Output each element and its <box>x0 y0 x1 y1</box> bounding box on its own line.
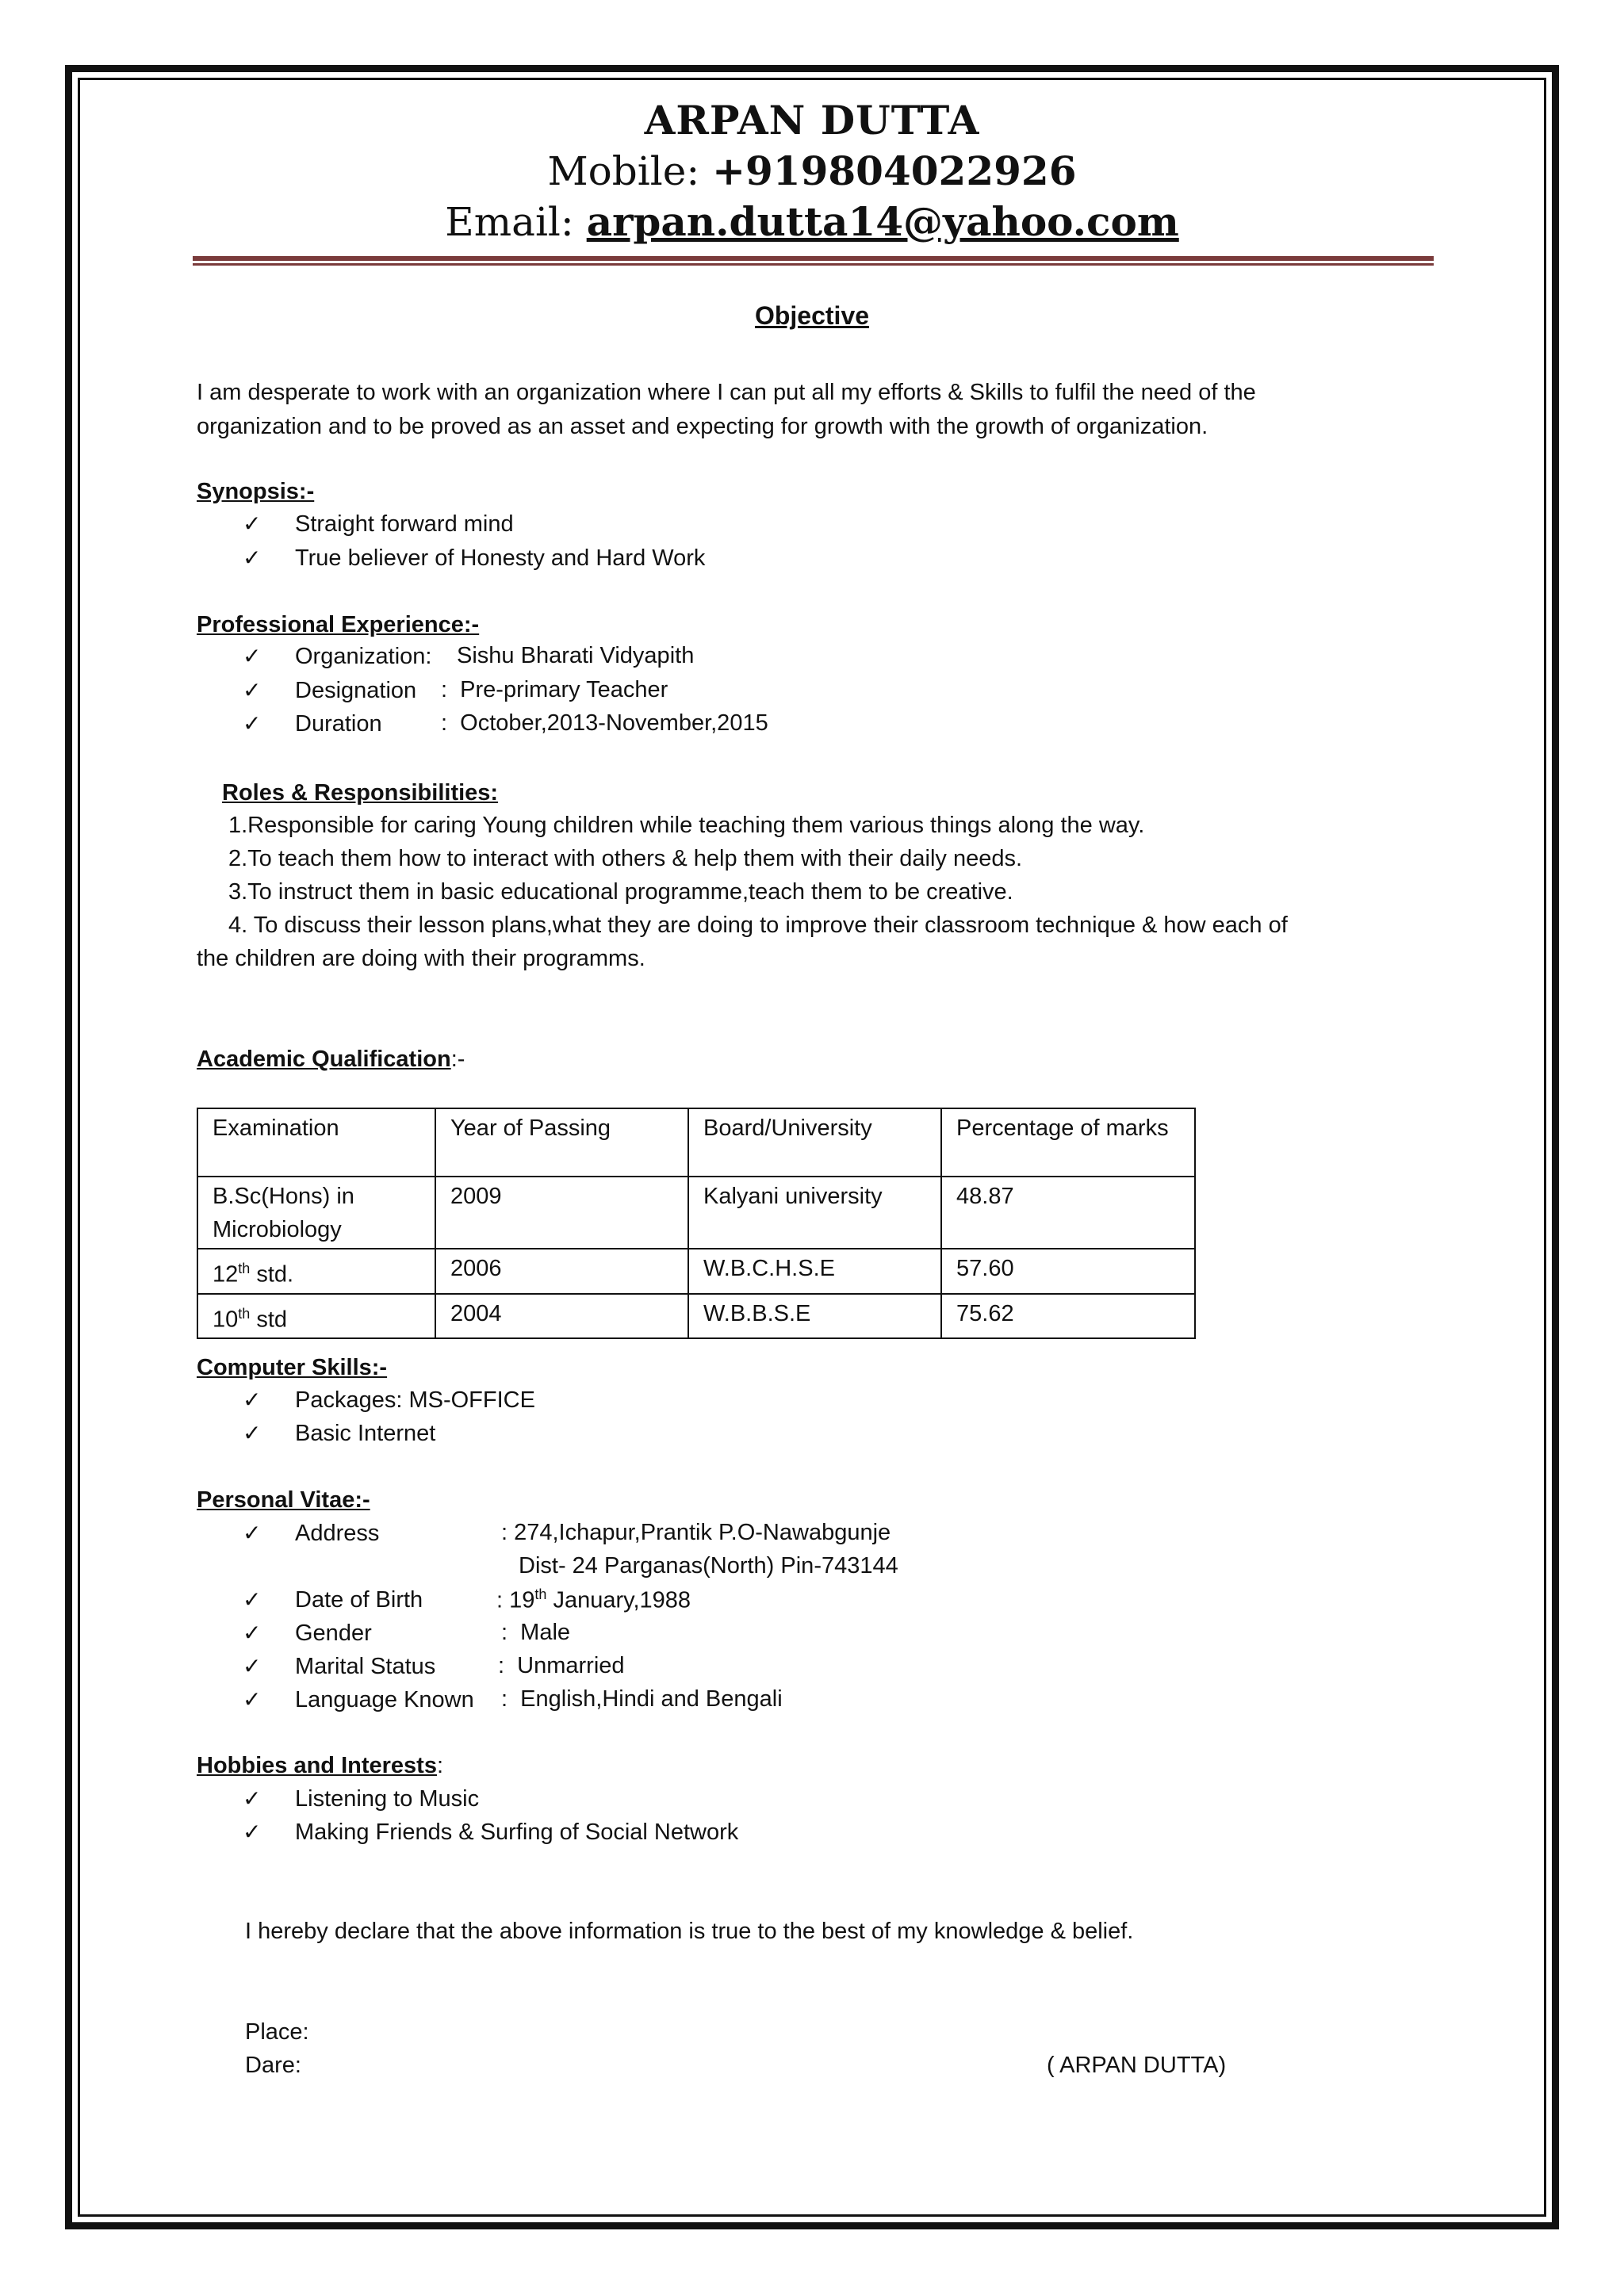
column-header: Board/University <box>688 1108 941 1177</box>
roles-heading <box>222 780 498 806</box>
synopsis-item: ✓ True believer of Honesty and Hard Work <box>243 545 706 571</box>
table-cell-exam: 12th std. <box>197 1249 435 1294</box>
role-item-2: 2.To teach them how to interact with others & help them with their daily needs. <box>228 846 1023 871</box>
personal-vitae-heading-text: Personal Vitae:- <box>197 1487 370 1513</box>
check-icon: ✓ <box>243 643 262 669</box>
table-cell-year: 2006 <box>435 1249 688 1294</box>
experience-heading <box>197 612 479 638</box>
computer-skills-heading-text: Computer Skills:- <box>197 1355 388 1380</box>
objective-text <box>197 376 1418 444</box>
check-icon: ✓ <box>243 710 262 737</box>
table-cell-board: W.B.C.H.S.E <box>688 1249 941 1294</box>
date-label: Dare: <box>245 2053 301 2078</box>
personal-address: ✓ Address : 274,Ichapur,Prantik P.O-Nawabgunje <box>243 1520 891 1546</box>
experience-item-organization: ✓ Organization: Sishu Bharati Vidyapith <box>243 643 695 669</box>
academic-heading: Academic Qualification:- <box>197 1047 465 1072</box>
objective-heading: Objective <box>754 301 870 330</box>
check-icon: ✓ <box>243 677 262 703</box>
objective-line-1: I am desperate to work with an organization where I can put all my efforts & Skills to fulfil the need of the <box>197 380 1256 405</box>
experience-item-duration: ✓ Duration : October,2013-November,2015 <box>243 710 768 737</box>
check-icon: ✓ <box>243 1520 262 1546</box>
email-label: Email: <box>445 199 574 245</box>
mobile-label: Mobile: <box>547 148 700 194</box>
table-cell-board: W.B.B.S.E <box>688 1294 941 1339</box>
check-icon: ✓ <box>243 1586 262 1613</box>
role-item-3: 3.To instruct them in basic educational programme,teach them to be creative. <box>228 879 1013 905</box>
declaration-text: I hereby declare that the above information is true to the best of my knowledge & belief. <box>245 1919 1134 1944</box>
experience-item-designation: ✓ Designation : Pre-primary Teacher <box>243 677 668 703</box>
personal-vitae-heading <box>197 1487 370 1513</box>
personal-marital-status: ✓ Marital Status : Unmarried <box>243 1653 625 1679</box>
academic-heading-text: Academic Qualification <box>197 1047 451 1072</box>
computer-skills-heading <box>197 1355 387 1381</box>
computer-skill-item: ✓ Basic Internet <box>243 1420 436 1446</box>
hobbies-heading: Hobbies and Interests: <box>197 1753 444 1778</box>
table-cell-percentage: 57.60 <box>941 1249 1195 1294</box>
hobby-item: ✓ Listening to Music <box>243 1785 480 1812</box>
table-cell-exam: 10th std <box>197 1294 435 1339</box>
check-icon: ✓ <box>243 1819 262 1845</box>
hobbies-heading-text: Hobbies and Interests <box>197 1753 437 1778</box>
mobile-line <box>0 147 1624 194</box>
check-icon: ✓ <box>243 511 262 537</box>
academic-table <box>197 1108 1196 1339</box>
table-cell-exam: B.Sc(Hons) in Microbiology <box>197 1177 435 1249</box>
table-cell-percentage: 48.87 <box>941 1177 1195 1249</box>
table-cell-board: Kalyani university <box>688 1177 941 1249</box>
column-header: Examination <box>197 1108 435 1177</box>
check-icon: ✓ <box>243 1420 262 1446</box>
table-row <box>197 1177 1195 1249</box>
email-line <box>0 198 1624 245</box>
table-row <box>197 1294 1195 1339</box>
personal-dob: ✓ Date of Birth : 19th January,1988 <box>243 1586 691 1613</box>
personal-address-line-2: Dist- 24 Parganas(North) Pin-743144 <box>519 1553 898 1578</box>
synopsis-item: ✓ Straight forward mind <box>243 511 514 537</box>
experience-heading-text: Professional Experience:- <box>197 612 480 637</box>
role-item-4-continued: the children are doing with their programms. <box>197 946 645 971</box>
table-cell-percentage: 75.62 <box>941 1294 1195 1339</box>
roles-heading-text: Roles & Responsibilities: <box>222 780 499 806</box>
personal-gender: ✓ Gender : Male <box>243 1620 571 1646</box>
table-cell-year: 2009 <box>435 1177 688 1249</box>
hobby-item: ✓ Making Friends & Surfing of Social Network <box>243 1819 739 1845</box>
check-icon: ✓ <box>243 1785 262 1812</box>
table-cell-year: 2004 <box>435 1294 688 1339</box>
mobile-number: +919804022926 <box>712 147 1077 194</box>
email-link[interactable]: arpan.dutta14@yahoo.com <box>586 198 1179 245</box>
objective-line-2: organization and to be proved as an asset and expecting for growth with the growth of organization. <box>197 414 1208 439</box>
role-item-1: 1.Responsible for caring Young children while teaching them various things along the way. <box>228 813 1145 838</box>
synopsis-heading-text: Synopsis:- <box>197 479 315 504</box>
check-icon: ✓ <box>243 1387 262 1413</box>
role-item-4: 4. To discuss their lesson plans,what they are doing to improve their classroom technique & how each of <box>228 913 1288 938</box>
personal-language: ✓ Language Known : English,Hindi and Bengali <box>243 1686 783 1712</box>
column-header: Year of Passing <box>435 1108 688 1177</box>
check-icon: ✓ <box>243 1686 262 1712</box>
computer-skill-item: ✓ Packages: MS-OFFICE <box>243 1387 535 1413</box>
check-icon: ✓ <box>243 1620 262 1646</box>
header-rule-thin <box>193 263 1434 266</box>
check-icon: ✓ <box>243 1653 262 1679</box>
check-icon: ✓ <box>243 545 262 571</box>
synopsis-heading <box>197 479 314 505</box>
column-header: Percentage of marks <box>941 1108 1195 1177</box>
table-header-row <box>197 1108 1195 1177</box>
candidate-name: ARPAN DUTTA <box>644 97 980 144</box>
header-rule <box>193 256 1434 261</box>
signature-name: ( ARPAN DUTTA) <box>1047 2053 1227 2078</box>
table-row <box>197 1249 1195 1294</box>
place-label: Place: <box>245 2019 309 2045</box>
